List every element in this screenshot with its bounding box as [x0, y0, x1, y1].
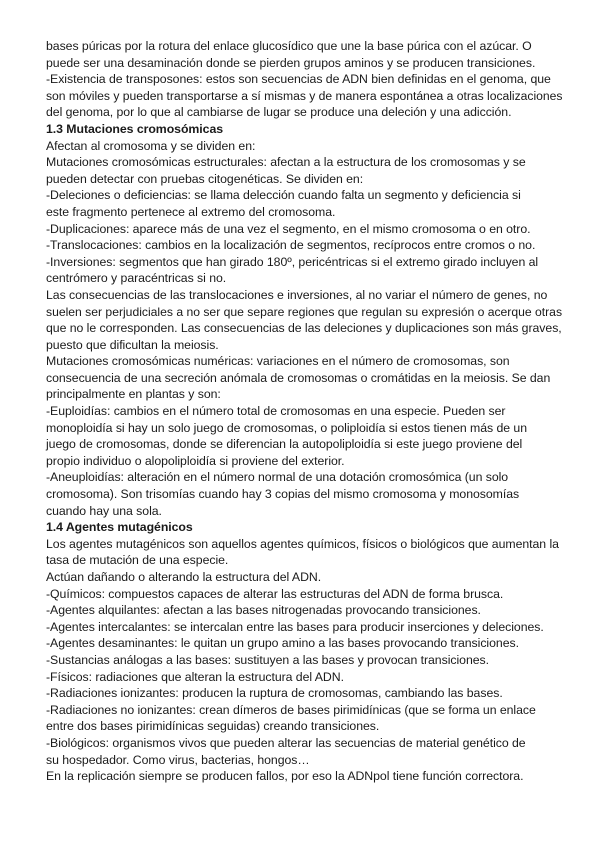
- text-line: puede ser una desaminación donde se pierden grupos aminos y se producen transiciones.: [46, 55, 536, 70]
- text-line: su hospedador. Como virus, bacterias, hongos…: [46, 752, 310, 767]
- text-line: -Agentes desaminantes: le quitan un grupo amino a las bases provocando transiciones.: [46, 636, 519, 651]
- text-line: centrómero y paracéntricas si no.: [46, 271, 227, 286]
- text-line: Los agentes mutagénicos son aquellos agentes químicos, físicos o biológicos que aumentan la: [46, 536, 559, 551]
- text-line: propio individuo o alopoliploidía si proviene del exterior.: [46, 453, 345, 468]
- text-line: juego de cromosomas, donde se diferencian la autopoliploidía si este juego proviene del: [46, 437, 523, 452]
- text-line: cuando hay una sola.: [46, 503, 162, 518]
- text-line: puesto que dificultan la meiosis.: [46, 337, 219, 352]
- text-line: que no le corresponden. Las consecuencias de las deleciones y duplicaciones son más graves,: [46, 321, 562, 336]
- text-line: Afectan al cromosoma y se dividen en:: [46, 138, 256, 153]
- text-line: este fragmento pertenece al extremo del cromosoma.: [46, 204, 336, 219]
- text-line: cromosoma). Son trisomías cuando hay 3 copias del mismo cromosoma y monosomías: [46, 487, 520, 502]
- text-line: -Biológicos: organismos vivos que pueden alterar las secuencias de material genético de: [46, 735, 526, 750]
- section-heading: 1.4 Agentes mutagénicos: [46, 520, 193, 535]
- text-line: -Químicos: compuestos capaces de alterar las estructuras del ADN de forma brusca.: [46, 586, 504, 601]
- text-line: En la replicación siempre se producen fallos, por eso la ADNpol tiene función correctora.: [46, 769, 524, 784]
- text-line: -Inversiones: segmentos que han girado 180º, pericéntricas si el extremo girado incluyen al: [46, 254, 539, 269]
- text-line: suelen ser perjudiciales a no ser que separe regiones que regulan su expresión o acerque otras: [46, 304, 563, 319]
- text-line: -Agentes intercalantes: se intercalan entre las bases para producir inserciones y deleciones.: [46, 619, 544, 634]
- section-heading: 1.3 Mutaciones cromosómicas: [46, 121, 224, 136]
- text-line: Mutaciones cromosómicas numéricas: variaciones en el número de cromosomas, son: [46, 354, 510, 369]
- text-line: consecuencia de una secreción anómala de cromosomas o cromátidas en la meiosis. Se dan: [46, 370, 551, 385]
- text-line: -Radiaciones no ionizantes: crean dímeros de bases pirimidínicas (que se forma un enlace: [46, 702, 536, 717]
- text-line: -Agentes alquilantes: afectan a las bases nitrogenadas provocando transiciones.: [46, 603, 481, 618]
- text-line: monoploidía si hay un solo juego de cromosomas, o poliploidía si estos tienen más de un: [46, 420, 527, 435]
- text-line: -Radiaciones ionizantes: producen la ruptura de cromosomas, cambiando las bases.: [46, 686, 503, 701]
- text-line: entre dos bases pirimidínicas seguidas) creando transiciones.: [46, 719, 380, 734]
- document-page: [46, 38, 562, 785]
- text-line: -Existencia de transposones: estos son secuencias de ADN bien definidas en el genoma, que: [46, 72, 551, 87]
- text-line: pueden detectar con pruebas citogenéticas. Se dividen en:: [46, 171, 364, 186]
- text-line: del genoma, por lo que al cambiarse de lugar se produce una deleción y una adicción.: [46, 105, 512, 120]
- text-line: -Aneuploidías: alteración en el número normal de una dotación cromosómica (un solo: [46, 470, 509, 485]
- text-line: Mutaciones cromosómicas estructurales: afectan a la estructura de los cromosomas y se: [46, 155, 526, 170]
- text-line: Actúan dañando o alterando la estructura del ADN.: [46, 570, 322, 584]
- text-line: son móviles y pueden transportarse a sí mismas y de manera espontánea a otras localizaciones: [46, 88, 563, 103]
- text-line: Las consecuencias de las translocaciones e inversiones, al no variar el número de genes, no: [46, 287, 548, 302]
- text-line: bases púricas por la rotura del enlace glucosídico que une la base púrica con el azúcar. O: [46, 39, 532, 53]
- text-line: -Euploidías: cambios en el número total de cromosomas en una especie. Pueden ser: [46, 404, 506, 419]
- text-line: -Translocaciones: cambios en la localización de segmentos, recíprocos entre cromos o no.: [46, 238, 536, 253]
- text-line: -Físicos: radiaciones que alteran la estructura del ADN.: [46, 669, 344, 684]
- text-line: -Duplicaciones: aparece más de una vez el segmento, en el mismo cromosoma o en otro.: [46, 221, 531, 236]
- text-line: -Sustancias análogas a las bases: sustituyen a las bases y provocan transiciones.: [46, 652, 489, 667]
- text-line: principalmente en plantas y son:: [46, 387, 221, 402]
- text-line: tasa de mutación de una especie.: [46, 553, 229, 568]
- text-line: -Deleciones o deficiencias: se llama delección cuando falta un segmento y deficiencia si: [46, 188, 521, 203]
